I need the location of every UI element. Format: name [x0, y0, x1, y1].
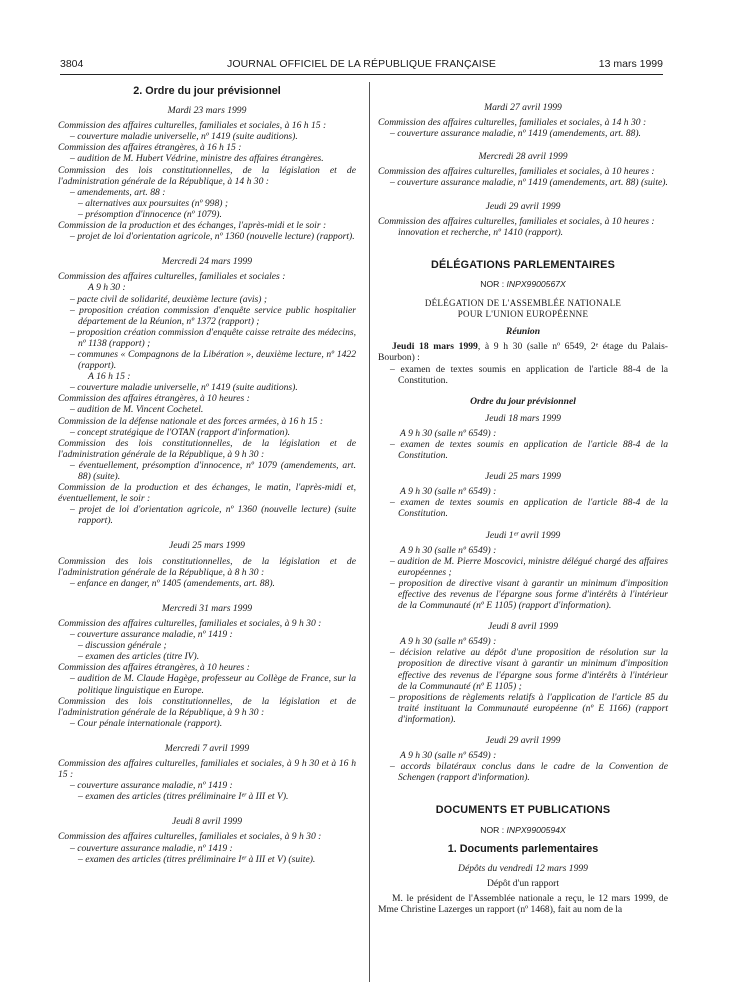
day-heading: Mercredi 31 mars 1999: [161, 602, 253, 614]
nor-code: INPX9900567X: [506, 278, 566, 289]
agenda-item: – proposition création commission d'enquête caisse retraite des médecins, nº 1138 (rapport) ;: [70, 326, 356, 349]
agenda-line: Commission des lois constitutionnelles, de la législation et de l'administration générale de la République, à 9 h 30 :: [58, 695, 356, 718]
day-heading: Jeudi 18 mars 1999: [485, 412, 561, 424]
day-heading: Jeudi 29 avril 1999: [485, 735, 561, 747]
agenda-line: Commission des affaires culturelles, familiales et sociales, à 10 heures :: [378, 166, 655, 178]
agenda-subitem: – examen des articles (titres préliminaire Iᵉʳ à III et V) (suite).: [78, 853, 316, 865]
day-heading: Jeudi 25 mars 1999: [485, 471, 561, 483]
agenda-item: innovation et recherche, nº 1410 (rapport).: [398, 226, 564, 238]
depot-text: M. le président de l'Assemblée nationale a reçu, le 12 mars 1999, de Mme Christine Lazerges un rapport (nº 1468), fait au nom de la: [378, 892, 668, 915]
agenda-item: – amendements, art. 88 :: [70, 186, 166, 198]
section-title: 2. Ordre du jour prévisionnel: [133, 85, 281, 97]
agenda-line: Commission des affaires culturelles, familiales et sociales, à 14 h 30 :: [378, 117, 647, 129]
agenda-item: – couverture assurance maladie, nº 1419 :: [70, 780, 233, 792]
agenda-item: – éventuellement, présomption d'innocence, nº 1079 (amendements, art. 88) (suite).: [70, 459, 356, 482]
issue-date: 13 mars 1999: [598, 58, 663, 70]
reunion-title: Réunion: [505, 326, 541, 338]
agenda-time: A 9 h 30 (salle nº 6549) :: [400, 427, 497, 439]
agenda-line: Commission des lois constitutionnelles, de la législation et de l'administration générale de la République, à 14 h 30 :: [58, 164, 356, 187]
agenda-line: Commission des affaires étrangères, à 10 heures :: [58, 393, 250, 405]
agenda-item: – couverture maladie universelle, nº 1419 (suite auditions).: [70, 382, 298, 394]
agenda-item: – examen de textes soumis en application de l'article 88-4 de la Constitution.: [390, 438, 668, 462]
reunion-text: , à 9 h 30 (salle nº 6549, 2ᵉ étage du Palais-Bourbon) :: [378, 341, 668, 364]
agenda-subitem: – examen des articles (titres préliminaire Iᵉʳ à III et V).: [78, 791, 289, 803]
agenda-line: Commission des affaires culturelles, familiales et sociales, à 9 h 30 :: [58, 617, 322, 629]
agenda-line: Commission de la défense nationale et des forces armées, à 16 h 15 :: [58, 415, 324, 427]
agenda-time: A 9 h 30 (salle nº 6549) :: [400, 636, 497, 648]
agenda-item: – projet de loi d'orientation agricole, nº 1360 (nouvelle lecture) (suite rapport).: [70, 504, 356, 527]
agenda-subitem: – discussion générale ;: [78, 640, 167, 652]
agenda-item: – couverture assurance maladie, nº 1419 (amendements, art. 88) (suite).: [390, 177, 668, 189]
agenda-line: Commission des affaires étrangères, à 10 heures :: [58, 662, 250, 674]
agenda-item: – couverture assurance maladie, nº 1419 :: [70, 842, 233, 854]
agenda-item: – proposition de directive visant à garantir un minimum d'imposition effective des revenus de l'épargne sous forme d'intérêts à l'intérieur de la Communauté (nº E 1105) (rapport d'information).: [390, 577, 668, 612]
agenda-line: Commission des affaires culturelles, familiales et sociales, à 9 h 30 :: [58, 831, 322, 843]
nor-reference: [378, 825, 668, 836]
agenda-item: – couverture maladie universelle, nº 1419 (suite auditions).: [70, 131, 298, 143]
nor-code: INPX9900594X: [506, 824, 566, 835]
agenda-time: A 9 h 30 (salle nº 6549) :: [400, 486, 497, 498]
reunion-paragraph: [378, 341, 668, 363]
agenda-item: – communes « Compagnons de la Libération », deuxième lecture, nº 1422 (rapport).: [70, 348, 356, 372]
agenda-time: A 9 h 30 (salle nº 6549) :: [400, 750, 497, 762]
documents-title: DOCUMENTS ET PUBLICATIONS: [435, 804, 611, 817]
delegation-name-line: POUR L'UNION EUROPÉENNE: [457, 309, 589, 320]
delegations-title: DÉLÉGATIONS PARLEMENTAIRES: [431, 258, 615, 271]
reunion-item: – examen de textes soumis en application de l'article 88-4 de la Constitution.: [390, 363, 668, 386]
page-header: [60, 58, 663, 72]
agenda-subitem: – alternatives aux poursuites (nº 998) ;: [78, 197, 229, 209]
day-heading: Mercredi 24 mars 1999: [161, 256, 253, 268]
day-heading: Jeudi 8 avril 1999: [487, 621, 559, 633]
agenda-line: Commission de la production et des échanges, le matin, l'après-midi et, éventuellement, le soir :: [58, 482, 356, 505]
column-separator: [369, 82, 370, 982]
agenda-line: Commission de la production et des échanges, l'après-midi et le soir :: [58, 220, 327, 232]
agenda-item: – examen de textes soumis en application de l'article 88-4 de la Constitution.: [390, 497, 668, 520]
depots-heading: Dépôts du vendredi 12 mars 1999: [458, 862, 588, 874]
page-number: 3804: [60, 58, 84, 70]
agenda-item: – audition de M. Hubert Védrine, ministre des affaires étrangères.: [70, 153, 324, 165]
journal-title: JOURNAL OFFICIEL DE LA RÉPUBLIQUE FRANÇAISE: [227, 58, 496, 70]
agenda-time: A 9 h 30 :: [88, 282, 126, 294]
header-rule: [60, 74, 663, 75]
agenda-item: – décision relative au dépôt d'une proposition de résolution sur la proposition de directive visant à garantir un minimum d'imposition effective des revenus de l'épargne sous forme d'intérêts à l'intérieur de la Communauté (nº E 1105) ;: [390, 647, 668, 692]
agenda-time: A 16 h 15 :: [88, 371, 131, 383]
nor-reference: [378, 279, 668, 290]
agenda-line: Commission des affaires culturelles, familiales et sociales, à 10 heures :: [378, 215, 655, 227]
reunion-date: Jeudi 18 mars 1999: [392, 341, 478, 353]
agenda-line: Commission des affaires culturelles, familiales et sociales, à 16 h 15 :: [58, 120, 327, 132]
odj-title: Ordre du jour prévisionnel: [470, 395, 576, 407]
agenda-item: – audition de M. Pierre Moscovici, ministre délégué chargé des affaires européennes ;: [390, 555, 668, 578]
day-heading: Mercredi 28 avril 1999: [478, 151, 568, 163]
agenda-line: Commission des affaires culturelles, familiales et sociales, à 9 h 30 et à 16 h 15 :: [58, 757, 356, 781]
agenda-line: Commission des lois constitutionnelles, de la législation et de l'administration générale de la République, à 8 h 30 :: [58, 555, 356, 578]
agenda-subitem: – présomption d'innocence (nº 1079).: [78, 208, 222, 220]
agenda-item: – accords bilatéraux conclus dans le cadre de la Convention de Schengen (rapport d'information).: [390, 761, 668, 784]
agenda-subitem: – examen des articles (titre IV).: [78, 651, 200, 663]
day-heading: Jeudi 1ᵉʳ avril 1999: [485, 529, 561, 541]
agenda-item: – enfance en danger, nº 1405 (amendements, art. 88).: [70, 577, 275, 589]
right-column: [378, 82, 668, 915]
agenda-line: Commission des affaires culturelles, familiales et sociales :: [58, 271, 286, 283]
day-heading: Mercredi 7 avril 1999: [164, 742, 250, 754]
depot-rapport-heading: Dépôt d'un rapport: [486, 877, 560, 889]
agenda-item: – proposition création commission d'enquête service public hospitalier département de la Réunion, nº 1372 (rapport) ;: [70, 304, 356, 327]
day-heading: Mardi 23 mars 1999: [167, 105, 247, 117]
agenda-item: – pacte civil de solidarité, deuxième lecture (avis) ;: [70, 293, 268, 305]
nor-label: NOR :: [480, 278, 505, 289]
agenda-time: A 9 h 30 (salle nº 6549) :: [400, 544, 497, 556]
agenda-item: – concept stratégique de l'OTAN (rapport d'information).: [70, 426, 291, 438]
agenda-item: – couverture assurance maladie, nº 1419 :: [70, 629, 233, 641]
agenda-line: Commission des lois constitutionnelles, de la législation et de l'administration générale de la République, à 9 h 30 :: [58, 437, 356, 460]
day-heading: Mardi 27 avril 1999: [484, 102, 562, 113]
agenda-item: – couverture assurance maladie, nº 1419 (amendements, art. 88).: [390, 128, 641, 140]
agenda-item: – Cour pénale internationale (rapport).: [70, 717, 223, 729]
delegation-name-line: DÉLÉGATION DE L'ASSEMBLÉE NATIONALE: [424, 298, 622, 309]
nor-label: NOR :: [480, 824, 505, 835]
day-heading: Jeudi 25 mars 1999: [169, 540, 245, 552]
agenda-line: Commission des affaires étrangères, à 16 h 15 :: [58, 142, 242, 154]
agenda-item: – audition de M. Vincent Cochetel.: [70, 404, 204, 416]
day-heading: Jeudi 8 avril 1999: [171, 816, 243, 828]
agenda-item: – propositions de règlements relatifs à l'application de l'article 85 du traité instituant la Communauté européenne (nº E 1166) (rapport d'information).: [390, 691, 668, 725]
agenda-item: – audition de M. Claude Hagège, professeur au Collège de France, sur la politique linguistique en Europe.: [70, 673, 356, 696]
documents-subtitle: 1. Documents parlementaires: [447, 842, 599, 855]
day-heading: Jeudi 29 avril 1999: [485, 200, 561, 212]
agenda-item: – projet de loi d'orientation agricole, nº 1360 (nouvelle lecture) (rapport).: [70, 231, 355, 243]
left-column: [58, 82, 356, 865]
